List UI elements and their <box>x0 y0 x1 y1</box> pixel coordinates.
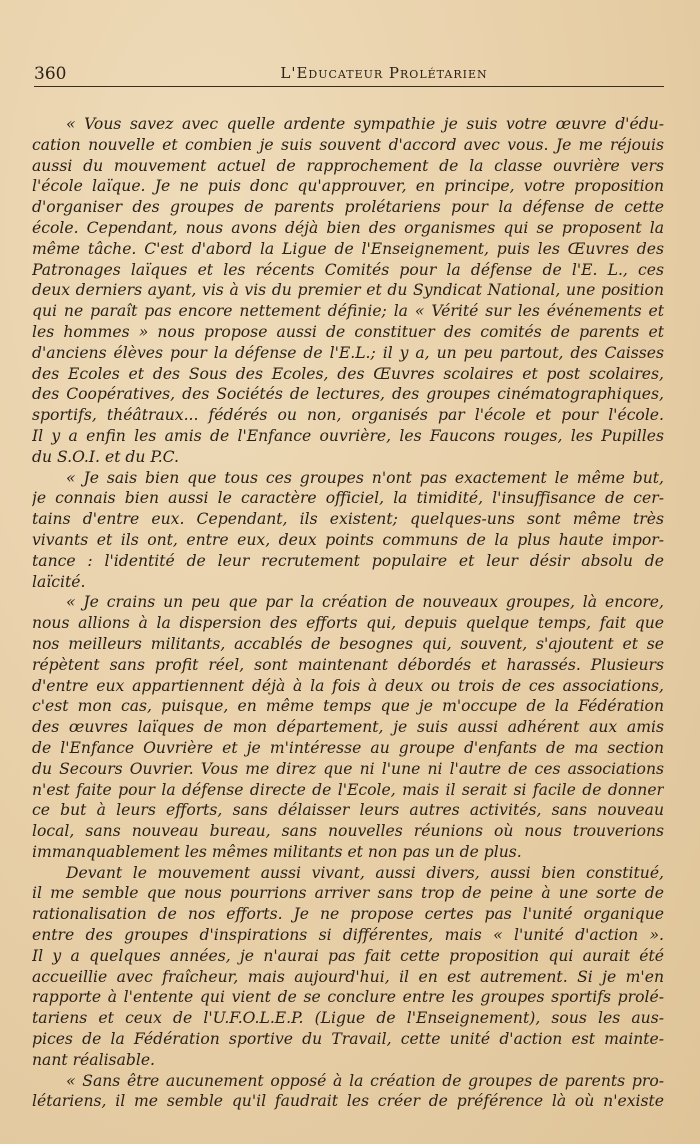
text-line: tariens et ceux de l'U.F.O.L.E.P. (Ligue de l'Enseignement), sous les aus- <box>32 1009 664 1028</box>
text-line: même tâche. C'est d'abord la Ligue de l'Enseignement, puis les Œuvres des <box>32 239 664 258</box>
text-line: d'organiser des groupes de parents prolétariens pour la défense de cette <box>32 198 664 217</box>
text-line: rationalisation de nos efforts. Je ne propose certes pas l'unité organique <box>32 905 664 924</box>
text-line: nos meilleurs militants, accablés de besognes qui, souvent, s'ajoutent et se <box>32 634 664 653</box>
text-line: n'est faite pour la défense directe de l'Ecole, mais il serait si facile de donner <box>32 780 664 799</box>
text-line: tains d'entre eux. Cependant, ils existent; quelques-uns sont même très <box>32 510 664 529</box>
text-line: c'est mon cas, puisque, en même temps que je m'occupe de la Fédération <box>32 697 664 716</box>
text-line: Il y a enfin les amis de l'Enfance ouvrière, les Faucons rouges, les Pupilles <box>32 426 664 445</box>
text-line: qui ne paraît pas encore nettement définie; la « Vérité sur les événements et <box>32 302 664 321</box>
text-line: Il y a quelques années, je n'aurai pas fait cette proposition qui aurait été <box>32 946 664 965</box>
text-line: létariens, il me semble qu'il faudrait les créer de préférence là où n'existe <box>32 1092 664 1111</box>
text-line: Devant le mouvement aussi vivant, aussi divers, aussi bien constitué, <box>66 863 664 882</box>
text-line: « Je crains un peu que par la création de nouveaux groupes, là encore, <box>66 593 664 612</box>
text-line: ce but à leurs efforts, sans délaisser leurs autres activités, sans nouveau <box>32 801 664 820</box>
text-line: école. Cependant, nous avons déjà bien des organismes qui se proposent la <box>32 218 664 237</box>
text-line: rapporte à l'entente qui vient de se conclure entre les groupes sportifs prolé- <box>32 988 664 1007</box>
text-line: des œuvres laïques de mon département, je suis aussi adhérent aux amis <box>32 718 664 737</box>
text-line: du Secours Ouvrier. Vous me direz que ni l'une ni l'autre de ces associations <box>32 759 664 778</box>
text-line: « Vous savez avec quelle ardente sympathie je suis votre œuvre d'édu- <box>66 115 664 133</box>
text-line: l'école laïque. Je ne puis donc qu'approuver, en principe, votre proposition <box>32 177 664 196</box>
text-line: des Ecoles et des Sous des Ecoles, des Œuvres scolaires et post scolaires, <box>32 364 664 383</box>
text-line: tance : l'identité de leur recrutement populaire et leur désir absolu de <box>32 551 664 570</box>
page-number: 360 <box>34 64 67 84</box>
text-line: nous allions à la dispersion des efforts qui, depuis quelque temps, fait que <box>32 614 664 633</box>
text-line: immanquablement les mêmes militants et non pas un de plus. <box>32 842 522 861</box>
text-line: des Coopératives, des Sociétés de lectures, des groupes cinématographiques, <box>32 385 664 404</box>
body-text <box>32 114 664 1112</box>
text-line: aussi du mouvement actuel de rapprochement de la classe ouvrière vers <box>32 156 664 175</box>
text-line: deux derniers ayant, vis à vis du premier et du Syndicat National, une position <box>32 281 664 300</box>
text-line: entre des groupes d'inspirations si différentes, mais « l'unité d'action ». <box>32 926 664 945</box>
text-line: d'entre eux appartiennent déjà à la fois à deux ou trois de ces associations, <box>32 676 664 695</box>
page-header <box>34 62 664 87</box>
text-line: les hommes » nous propose aussi de constituer des comités de parents et <box>32 322 664 341</box>
text-line: je connais bien aussi le caractère officiel, la timidité, l'insuffisance de cer- <box>32 489 664 508</box>
running-title: L'Educateur Prolétarien <box>280 64 488 82</box>
text-line: pices de la Fédération sportive du Travail, cette unité d'action est mainte- <box>32 1030 664 1049</box>
text-line: de l'Enfance Ouvrière et je m'intéresse au groupe d'enfants de ma section <box>32 738 664 757</box>
text-line: vivants et ils ont, entre eux, deux points communs de la plus haute impor- <box>32 530 664 549</box>
text-line: accueillie avec fraîcheur, mais aujourd'hui, il en est autrement. Si je m'en <box>32 967 664 986</box>
text-line: d'anciens élèves pour la défense de l'E.L.; il y a, un peu partout, des Caisses <box>32 343 664 362</box>
text-line: laïcité. <box>32 572 86 591</box>
text-line: « Je sais bien que tous ces groupes n'ont pas exactement le même but, <box>66 468 664 487</box>
text-line: sportifs, théâtraux... fédérés ou non, organisés par l'école et pour l'école. <box>32 406 664 425</box>
text-line: cation nouvelle et combien je suis souvent d'accord avec vous. Je me réjouis <box>32 135 664 154</box>
text-line: répètent sans profit réel, sont maintenant débordés et harassés. Plusieurs <box>32 655 664 674</box>
text-line: il me semble que nous pourrions arriver sans trop de peine à une sorte de <box>32 884 664 903</box>
text-line: du S.O.I. et du P.C. <box>32 447 180 466</box>
text-line: Patronages laïques et les récents Comités pour la défense de l'E. L., ces <box>32 260 664 279</box>
text-line: « Sans être aucunement opposé à la création de groupes de parents pro- <box>66 1071 664 1090</box>
text-line: nant réalisable. <box>32 1050 156 1069</box>
text-line: local, sans nouveau bureau, sans nouvelles réunions où nous trouverions <box>32 822 664 841</box>
